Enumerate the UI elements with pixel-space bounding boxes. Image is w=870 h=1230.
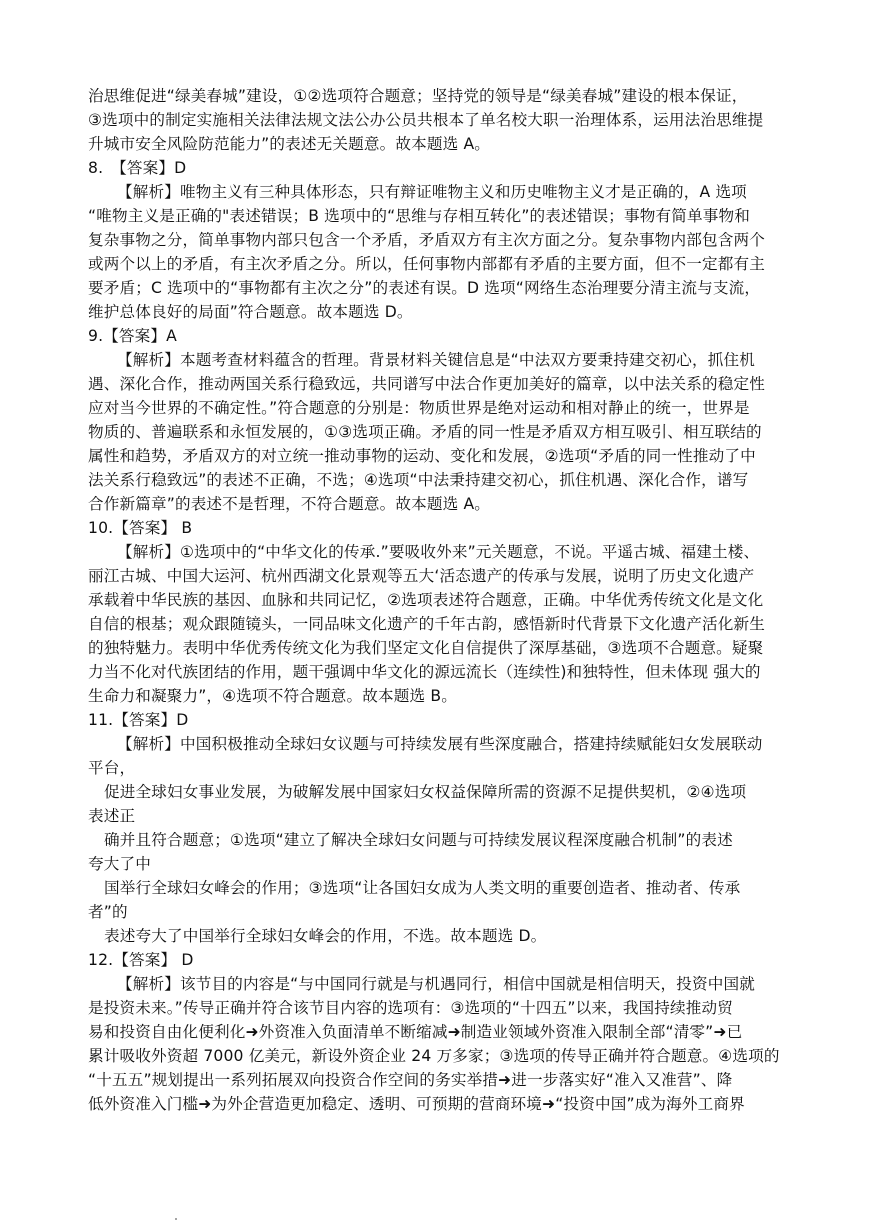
text-line: 的独特魅力。表明中华优秀传统文化为我们坚定文化自信提供了深厚基础，③选项不合题意。疑聚: [88, 639, 764, 657]
text-line: “唯物主义是正确的"表述错误；B 选项中的“思维与存相互转化”的表述错误；事物有简单事物和: [88, 207, 750, 225]
text-line: 促进全球妇女事业发展，为破解发展中国家妇女权益保障所需的资源不足提供契机，②④选项: [104, 783, 747, 801]
text-line: 【解析】唯物主义有三种具体形态，只有辩证唯物主义和历史唯物主义才是正确的，A 选项: [117, 183, 747, 201]
text-line: 承载着中华民族的基因、血脉和共同记忆，②选项表述符合题意，正确。中华优秀传统文化是文化: [88, 591, 764, 609]
text-line: 表述夸大了中国举行全球妇女峰会的作用，不选。故本题选 D。: [104, 927, 547, 945]
text-line: 低外资准入门槛➜为外企营造更加稳定、透明、可预期的营商环境➜“投资中国”成为海外工商界: [88, 1095, 745, 1113]
text-line: 自信的根基；观众跟随镜头，一同品味文化遗产的千年古韵，感悟新时代背景下文化遗产活化新生: [88, 615, 765, 633]
text-line: 国举行全球妇女峰会的作用；③选项“让各国妇女成为人类文明的重要创造者、推动者、传承: [104, 879, 741, 897]
text-line: 平台，: [88, 759, 136, 777]
text-line: 维护总体良好的局面”符合题意。故本题选 D。: [88, 303, 413, 321]
text-line: 升城市安全风险防范能力”的表述无关题意。故本题选 A。: [88, 135, 491, 153]
text-line: ③选项中的制定实施相关法律法规文法公办公员共根本了单名校大职一治理体系，运用法治思维提: [88, 111, 764, 129]
text-line: 夸大了中: [88, 855, 151, 873]
text-line: 【解析】该节目的内容是“与中国同行就是与机遇同行，相信中国就是相信明天，投资中国就: [117, 975, 755, 993]
text-line: 合作新篇章”的表述不是哲理，不符合题意。故本题选 A。: [88, 495, 491, 513]
text-line: “十五五”规划提出一系列拓展双向投资合作空间的务实举措➜进一步落实好“准入又准营”、降: [88, 1071, 733, 1089]
text-line: 应对当今世界的不确定性。”符合题意的分别是：物质世界是绝对运动和相对静止的统一，世界是: [88, 399, 750, 417]
text-line: 是投资未来。”传导正确并符合该节目内容的选项有：③选项的“十四五”以来，我国持续推动贸: [88, 999, 734, 1017]
text-line: 易和投资自由化便利化➜外资准入负面清单不断缩减➜制造业领域外资准入限制全部“清零”➜已: [88, 1023, 743, 1041]
answer-heading: 8. 【答案】D: [88, 159, 187, 177]
text-line: 【解析】中国积极推动全球妇女议题与可持续发展有些深度融合，搭建持续赋能妇女发展联动: [117, 735, 763, 753]
text-line: 【解析】①选项中的“中华文化的传承.”要吸收外来”元关题意，不说。平遥古城、福建土楼、: [117, 543, 760, 561]
text-line: 表述正: [88, 807, 136, 825]
text-line: 物质的、普遍联系和永恒发展的，①③选项正确。矛盾的同一性是矛盾双方相互吸引、相互联结的: [88, 423, 762, 441]
answer-heading: 9.【答案】A: [88, 327, 177, 345]
text-line: 遇、深化合作，推动两国关系行稳致远，共同谱写中法合作更加美好的篇章，以中法关系的稳定性: [88, 375, 765, 393]
text-line: 累计吸收外资超 7000 亿美元，新设外资企业 24 万多家；③选项的传导正确并符合题意。④选项的: [88, 1047, 780, 1065]
answer-heading: 10.【答案】 B: [88, 519, 193, 537]
text-line: 生命力和凝聚力”，④选项不符合题意。故本题选 B。: [88, 687, 457, 705]
text-line: 属性和趋势，矛盾双方的对立统一推动事物的运动、变化和发展，②选项“矛盾的同一性推动了中: [88, 447, 756, 465]
text-line: 丽江古城、中国大运河、杭州西湖文化景观等五大‘活态遗产的传承与发展，说明了历史文化遗产: [88, 567, 755, 585]
stray-mark: [175, 1218, 177, 1220]
text-line: 或两个以上的矛盾，有主次矛盾之分。所以，任何事物内部都有矛盾的主要方面，但不一定都有主: [88, 255, 765, 273]
answer-heading: 12.【答案】 D: [88, 951, 194, 969]
text-line: 法关系行稳致远”的表述不正确，不选；④选项“中法秉持建交初心，抓住机遇、深化合作，谱写: [88, 471, 749, 489]
text-line: 者”的: [88, 903, 128, 921]
text-line: 力当不化对代族团结的作用，题干强调中华文化的源远流长（连续性)和独特性，但未体现 强大的: [88, 663, 761, 681]
text-line: 治思维促进“绿美春城”建设，①②选项符合题意；坚持党的领导是“绿美春城”建设的根本保证，: [88, 87, 748, 105]
text-line: 复杂事物之分，简单事物内部只包含一个矛盾，矛盾双方有主次方面之分。复杂事物内部包含两个: [88, 231, 765, 249]
text-line: 要矛盾；C 选项中的“事物都有主次之分”的表述有误。D 选项“网络生态治理要分清主流与支流，: [88, 279, 761, 297]
text-line: 确并且符合题意；①选项“建立了解决全球妇女问题与可持续发展议程深度融合机制”的表述: [104, 831, 733, 849]
text-line: 【解析】本题考查材料蕴含的哲理。背景材料关键信息是“中法双方要秉持建交初心，抓住机: [117, 351, 755, 369]
answer-heading: 11.【答案】D: [88, 711, 189, 729]
